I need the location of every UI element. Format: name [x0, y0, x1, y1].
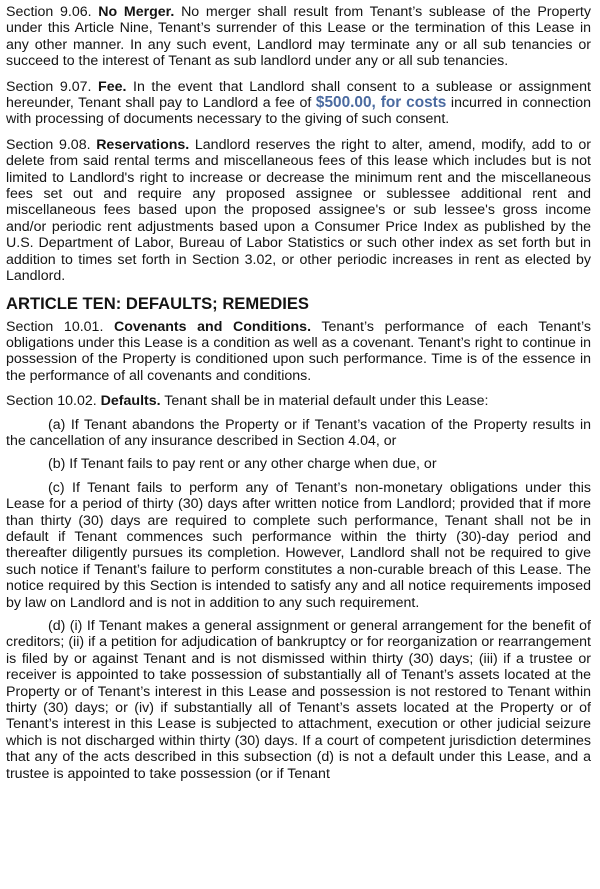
- section-number: Section 10.02.: [6, 393, 97, 410]
- section-number: Section 9.07.: [6, 78, 92, 95]
- section-text: In the event that Landlord shall consent to a sublease or assignment hereunder, Tenant shall pay to Landlord a fee of: [6, 78, 591, 112]
- section-text: Tenant shall be in material default under this Lease:: [164, 393, 489, 410]
- section-text: No merger shall result from Tenant’s sublease of the Property under this Article Nine, Tenant’s surrender of this Lease or the termination of this Lease in any other manner. In any such event, Landlord may terminate any or all sub tenancies or succeed to the interest of Tenant as sub landlord under any or all sub tenancies.: [6, 4, 591, 70]
- section-10-02: [6, 393, 591, 409]
- default-item-b: (b) If Tenant fails to pay rent or any other charge when due, or: [48, 456, 437, 473]
- article-heading: ARTICLE TEN: DEFAULTS; REMEDIES: [6, 293, 309, 313]
- section-number: Section 9.06.: [6, 4, 92, 20]
- section-9-08: [6, 137, 591, 285]
- section-title: Defaults.: [100, 393, 161, 410]
- section-title: Reservations.: [96, 136, 190, 153]
- default-item-c: (c) If Tenant fails to perform any of Tenant’s non-monetary obligations under this Lease for a period of thirty (30) days after written notice from Landlord; provided that if more than thirty (30) days are required to complete such performance, Tenant shall not be in default if Tenant commences such performance within the thirty (30)-day period and thereafter diligently pursues its completion. However, Landlord shall not be required to give such notice if Tenant’s failure to perform constitutes a non-curable breach of this Lease. The notice required by this Section is intended to satisfy any and all notice requirements imposed by law on Landlord and is not in addition to any such requirement.: [6, 479, 591, 611]
- section-text: Landlord reserves the right to alter, amend, modify, add to or delete from said rental terms and miscellaneous fees of this lease which includes but is not limited to Landlord's right to increase or decrease the minimum rent and the miscellaneous fees set out and require any proposed assignee or sublessee additional rent and miscellaneous fees based upon the proposed assignee's or sub lessee's gross income and/or periodic rent adjustments based upon a Consumer Price Index as published by the U.S. Department of Labor, Bureau of Labor Statistics or such other index as set forth but in addition to times set forth in Section 3.02, or other periodic increases in rent as elected by Landlord.: [6, 136, 591, 285]
- section-title: Fee.: [98, 78, 127, 95]
- default-item-d: (d) (i) If Tenant makes a general assignment or general arrangement for the benefit of creditors; (ii) if a petition for adjudication of bankruptcy or for reorganization or rearrangement is filed by or against Tenant and is not dismissed within thirty (30) days; (iii) if a trustee or receiver is appointed to take possession of substantially all of Tenant’s assets located at the Property or of Tenant’s interest in this Lease and possession is not restored to Tenant within thirty (30) days; or (iv) if substantially all of Tenant’s assets located at the Property or of Tenant’s interest in this Lease is subjected to attachment, execution or other judicial seizure which is not discharged within thirty (30) days. If a court of competent jurisdiction determines that any of the acts described in this subsection (d) is not a default under this Lease, and a trustee is appointed to take possession (or if Tenant: [6, 618, 591, 782]
- section-number: Section 10.01.: [6, 318, 104, 335]
- fee-amount: $500.00, for costs: [315, 94, 447, 112]
- section-text: Tenant’s performance of each Tenant’s obligations under this Lease is a condition as well as a covenant. Tenant’s right to continue in possession of the Property is conditioned upon such performance. Time is of the essence in the performance of all covenants and conditions.: [6, 318, 591, 384]
- section-number: Section 9.08.: [6, 136, 91, 153]
- section-text-continued: incurred in connection with processing of documents necessary to the giving of such consent.: [6, 95, 591, 128]
- section-title: Covenants and Conditions.: [114, 318, 312, 335]
- section-title: No Merger.: [98, 4, 175, 20]
- section-9-06: [6, 4, 591, 70]
- section-9-07: [6, 79, 591, 128]
- default-item-a: (a) If Tenant abandons the Property or if Tenant’s vacation of the Property results in the cancellation of any insurance described in Section 4.04, or: [6, 416, 591, 449]
- section-10-01: [6, 319, 591, 385]
